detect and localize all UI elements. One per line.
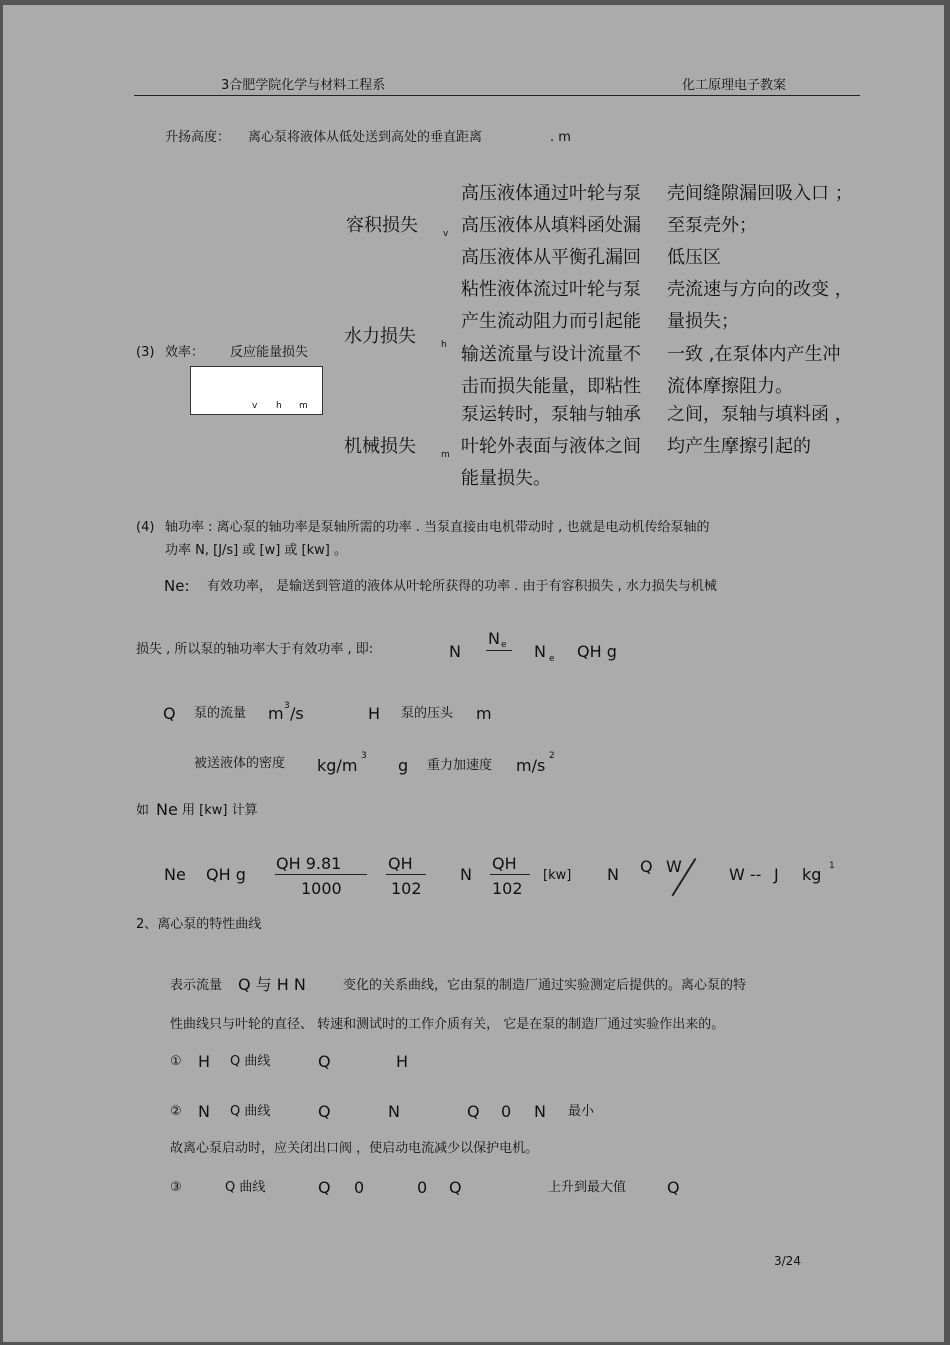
var-g-text: 重力加速度 [427, 758, 493, 773]
curve2-f: 0 [501, 1102, 512, 1121]
mechanical-line-3a: 能量损失。 [461, 468, 551, 489]
curve1-mark: ① [170, 1054, 182, 1069]
volume-loss-sub: v [443, 229, 449, 239]
mechanical-line-1b: 之间，泵轴与填料函 ， [667, 404, 853, 425]
section2-p1b: Q 与 H N [238, 975, 306, 994]
f2-j: J [774, 865, 779, 884]
shaft-line-2: 功率 N, [J/s] 或 [w] 或 [kw] 。 [165, 543, 347, 558]
hydraulic-loss-label: 水力损失 [344, 326, 416, 347]
f1-rhs-sub: e [549, 654, 555, 664]
curve3-g: 上升到最大值 [548, 1180, 627, 1195]
curve1-c: Q [318, 1052, 331, 1071]
curve2-mark: ② [170, 1104, 182, 1119]
mechanical-line-2a: 叶轮外表面与液体之间 [461, 436, 641, 457]
hydraulic-line-2b: 量损失； [667, 311, 739, 332]
curve3-c: Q [318, 1178, 331, 1197]
curve2-e: Q [467, 1102, 480, 1121]
var-q-unit: m [268, 704, 284, 723]
var-q: Q [163, 704, 176, 723]
f2-frac2-num: QH [388, 854, 413, 873]
f2-frac1-bar [275, 874, 367, 875]
var-q-unit-sup: 3 [284, 701, 290, 711]
curve3-d: 0 [354, 1178, 365, 1197]
volume-line-3b: 低压区 [667, 247, 721, 268]
f2-ne: Ne [164, 865, 186, 884]
mechanical-line-1a: 泵运转时，泵轴与轴承 [461, 404, 641, 425]
var-h-text: 泵的压头 [401, 706, 454, 721]
f1-fraction-bar [486, 650, 512, 651]
mechanical-loss-label: 机械损失 [344, 436, 416, 457]
f2-frac2-bar [386, 874, 426, 875]
hydraulic-line-2a: 产生流动阻力而引起能 [461, 311, 641, 332]
curve2-b: Q 曲线 [230, 1104, 271, 1119]
shaft-line-1: 轴功率 : 离心泵的轴功率是泵轴所需的功率 . 当泵直接由电机带动时 , 也就是电动机传给泵轴的 [165, 520, 710, 535]
efficiency-num: (3) [136, 345, 155, 360]
curve3-f: Q [449, 1178, 462, 1197]
var-h: H [368, 704, 381, 723]
curve3-mark: ③ [170, 1180, 182, 1195]
hydraulic-line-3b: 一致 ,在泵体内产生冲 [667, 344, 841, 365]
section2-title: 2、离心泵的特性曲线 [136, 917, 262, 932]
header-rule [134, 95, 860, 96]
volume-line-2b: 至泵壳外； [667, 215, 757, 236]
curve1-b: Q 曲线 [230, 1054, 271, 1069]
section2-p1c: 变化的关系曲线，它由泵的制造厂通过实验测定后提供的。离心泵的特 [343, 978, 747, 993]
f2-w2: W -- [729, 865, 762, 884]
f2-kw: [kw] [543, 868, 572, 883]
efficiency-sub-h: h [276, 401, 282, 411]
curve2-a: N [198, 1102, 210, 1121]
f1-num: N [488, 629, 500, 648]
efficiency-sub-v: v [252, 401, 258, 411]
efficiency-formula-box [190, 366, 323, 415]
lift-unit: . m [550, 130, 571, 145]
ne-kw-ne: Ne [156, 800, 178, 819]
var-rho-sup: 3 [361, 751, 367, 761]
hydraulic-line-3a: 输送流量与设计流量不 [461, 344, 641, 365]
f2-frac3-bar [490, 874, 530, 875]
var-g-sup: 2 [549, 751, 555, 761]
ne-kw-pre: 如 [136, 803, 150, 818]
f2-qhg: QH g [206, 865, 246, 884]
f2-frac1-num: QH 9.81 [276, 854, 342, 873]
header-right: 化工原理电子教案 [682, 78, 787, 93]
lift-label: 升扬高度： [165, 130, 231, 145]
hydraulic-line-1b: 壳流速与方向的改变 ， [667, 279, 853, 300]
f2-sup: 1 [829, 861, 835, 871]
var-h-unit: m [476, 704, 492, 723]
page-number: 3/24 [774, 1254, 801, 1268]
f2-w: W [666, 857, 682, 876]
f2-n: N [460, 865, 472, 884]
f1-qhg: QH g [577, 642, 617, 661]
f2-frac3-num: QH [492, 854, 517, 873]
volume-line-1a: 高压液体通过叶轮与泵 [461, 183, 641, 204]
curve2-c: Q [318, 1102, 331, 1121]
curve2-g: N [534, 1102, 546, 1121]
f2-n2: N [607, 865, 619, 884]
var-rho-text: 被送液体的密度 [194, 756, 286, 771]
curve2-h: 最小 [568, 1104, 595, 1119]
var-q-text: 泵的流量 [194, 706, 247, 721]
volume-line-3a: 高压液体从平衡孔漏回 [461, 247, 641, 268]
header-left: 3合肥学院化学与材料工程系 [221, 78, 386, 93]
f2-frac2-den: 102 [391, 879, 422, 898]
ne-kw-text: 用 [kw] 计算 [182, 803, 258, 818]
f2-kg: kg [802, 865, 822, 884]
document-page [3, 5, 944, 1342]
var-q-unit-tail: /s [290, 704, 304, 723]
section2-p1a: 表示流量 [170, 978, 223, 993]
var-g: g [398, 756, 409, 775]
efficiency-label: 效率： [165, 345, 205, 360]
curve1-a: H [198, 1052, 211, 1071]
volume-line-1b: 壳间缝隙漏回吸入口 ； [667, 183, 853, 204]
hydraulic-line-4b: 流体摩擦阻力。 [667, 376, 793, 397]
hydraulic-line-4a: 击而损失能量，即粘性 [461, 376, 641, 397]
f2-frac3-den: 102 [492, 879, 523, 898]
loss-text: 损失 , 所以泵的轴功率大于有效功率 , 即: [136, 642, 374, 657]
curve3-b: Q 曲线 [225, 1180, 266, 1195]
hydraulic-line-1a: 粘性液体流过叶轮与泵 [461, 279, 641, 300]
curve1-d: H [396, 1052, 409, 1071]
volume-loss-label: 容积损失 [346, 215, 418, 236]
ne-text: 有效功率， 是输送到管道的液体从叶轮所获得的功率 . 由于有容积损失 , 水力损失与机械 [207, 579, 717, 594]
var-g-unit: m/s [516, 756, 546, 775]
mechanical-loss-sub: m [441, 450, 450, 460]
f1-rhs: N [534, 642, 546, 661]
curve3-e: 0 [417, 1178, 428, 1197]
ne-label: Ne: [164, 577, 190, 595]
f1-n: N [449, 642, 461, 661]
hydraulic-loss-sub: h [441, 340, 447, 350]
curve2-d: N [388, 1102, 400, 1121]
mechanical-line-2b: 均产生摩擦引起的 [667, 436, 811, 457]
lift-text: 离心泵将液体从低处送到高处的垂直距离 [248, 130, 483, 145]
f2-q: Q [640, 857, 653, 876]
curve3-h: Q [667, 1178, 680, 1197]
efficiency-sub-m: m [299, 401, 308, 411]
f2-frac1-den: 1000 [301, 879, 342, 898]
section2-note: 故离心泵启动时，应关闭出口阀 ，使启动电流减少以保护电机。 [170, 1141, 539, 1156]
section2-p2: 性曲线只与叶轮的直径、 转速和测试时的工作介质有关， 它是在泵的制造厂通过实验作出来的。 [170, 1017, 725, 1032]
volume-line-2a: 高压液体从填料函处漏 [461, 215, 641, 236]
efficiency-text: 反应能量损失 [230, 345, 309, 360]
f1-num-sub: e [501, 640, 507, 650]
var-rho-unit: kg/m [317, 756, 358, 775]
shaft-num: (4) [136, 520, 155, 535]
